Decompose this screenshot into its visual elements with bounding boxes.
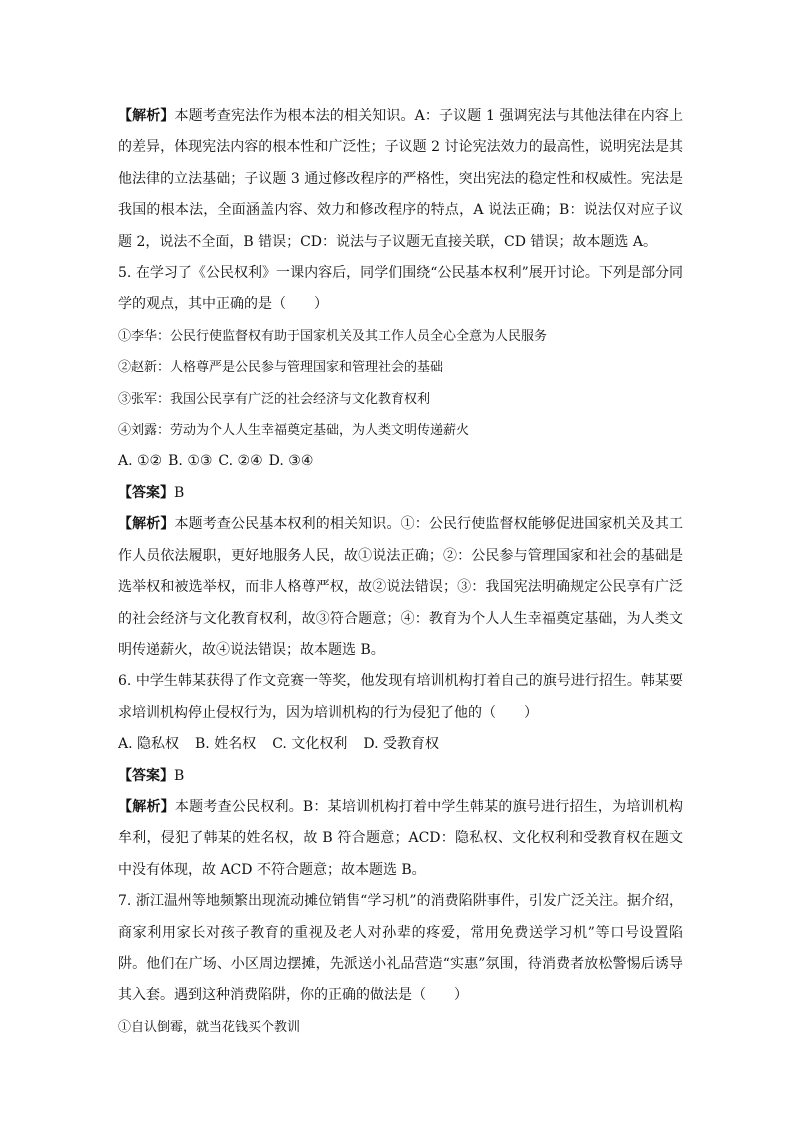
question-6-answer xyxy=(118,761,683,792)
analysis-tag: 【解析】 xyxy=(118,798,175,815)
question-7-statement: ①自认倒霉，就当花钱买个教训 xyxy=(118,1019,301,1035)
option-c: C. 文化权利 xyxy=(272,736,348,753)
answer-tag: 【答案】 xyxy=(118,484,174,501)
question-5-statement: ④刘露：劳动为个人人生幸福奠定基础，为人类文明传递薪火 xyxy=(118,423,470,439)
question-6-options xyxy=(118,729,683,760)
option-d: D. ③④ xyxy=(268,453,314,470)
question-5-stem: 5. 在学习了《公民权利》一课内容后，同学们围绕“公民基本权利”展开讨论。下列是部分同学的观点，其中正确的是（ ） xyxy=(118,265,683,313)
option-c: C. ②④ xyxy=(218,453,263,470)
question-6-stem: 6. 中学生韩某获得了作文竞赛一等奖，他发现有培训机构打着自己的旗号进行招生。韩某要求培训机构停止侵权行为，因为培训机构的行为侵犯了他的（ ） xyxy=(118,673,683,721)
question-5-answer xyxy=(118,478,683,509)
question-7-stem: 7. 浙江温州等地频繁出现流动摊位销售“学习机”的消费陷阱事件，引发广泛关注。据介绍，商家利用家长对孩子教育的重视及老人对孙辈的疼爱，常用免费送学习机”等口号设置陷阱。他们在广场、小区周边摆摊，先派送小礼品营造“实惠”氛围，待消费者放松警惕后诱导其入套。遇到这种消费陷阱，你的正确的做法是（ ） xyxy=(118,893,683,1004)
answer-tag: 【答案】 xyxy=(118,767,174,784)
option-a: A. 隐私权 xyxy=(118,736,180,753)
question-5-statement: ①李华：公民行使监督权有助于国家机关及其工作人员全心全意为人民服务 xyxy=(118,328,548,344)
analysis-text: 本题考查宪法作为根本法的相关知识。A：子议题 1 强调宪法与其他法律在内容上的差异，体现宪法内容的根本性和广泛性；子议题 2 讨论宪法效力的最高性，说明宪法是其他法律的立法基础；子议题 3 通过修改程序的严格性，突出宪法的稳定性和权威性。宪法是我国的根本法，全面涵盖内容、效力和修改程序的特点，A 说法正确；B：说法仅对应子议题 2，说法不全面，B 错误；CD：说法与子议题无直接关联，CD 错误；故本题选 A。 xyxy=(118,108,684,250)
analysis-text: 本题考查公民基本权利的相关知识。①：公民行使监督权能够促进国家机关及其工作人员依法履职，更好地服务人民，故①说法正确；②：公民参与管理国家和社会的基础是选举权和被选举权，而非人格尊严权，故②说法错误；③：我国宪法明确规定公民享有广泛的社会经济与文化教育权利，故③符合题意；④：教育为个人人生幸福奠定基础，为人类文明传递薪火，故④说法错误；故本题选 B。 xyxy=(118,516,684,658)
question-5-analysis xyxy=(118,509,683,666)
question-5-statement: ③张军：我国公民享有广泛的社会经济与文化教育权利 xyxy=(118,391,431,407)
option-b: B. ①③ xyxy=(168,453,213,470)
analysis-4 xyxy=(118,101,683,258)
analysis-text: 本题考查公民权利。B：某培训机构打着中学生韩某的旗号进行招生，为培训机构牟利，侵犯了韩某的姓名权，故 B 符合题意；ACD：隐私权、文化权利和受教育权在题文中没有体现，故 ACD 不符合题意；故本题选 B。 xyxy=(118,798,684,878)
document-content xyxy=(118,101,683,1043)
answer-value: B xyxy=(174,767,185,784)
question-5-options xyxy=(118,446,683,477)
answer-value: B xyxy=(174,484,185,501)
option-a: A. ①② xyxy=(118,453,163,470)
analysis-tag: 【解析】 xyxy=(118,516,175,533)
analysis-tag: 【解析】 xyxy=(118,108,175,124)
option-b: B. 姓名权 xyxy=(195,736,257,753)
question-5-statement: ②赵新：人格尊严是公民参与管理国家和管理社会的基础 xyxy=(118,360,444,376)
question-6-analysis xyxy=(118,792,683,886)
option-d: D. 受教育权 xyxy=(363,736,439,753)
